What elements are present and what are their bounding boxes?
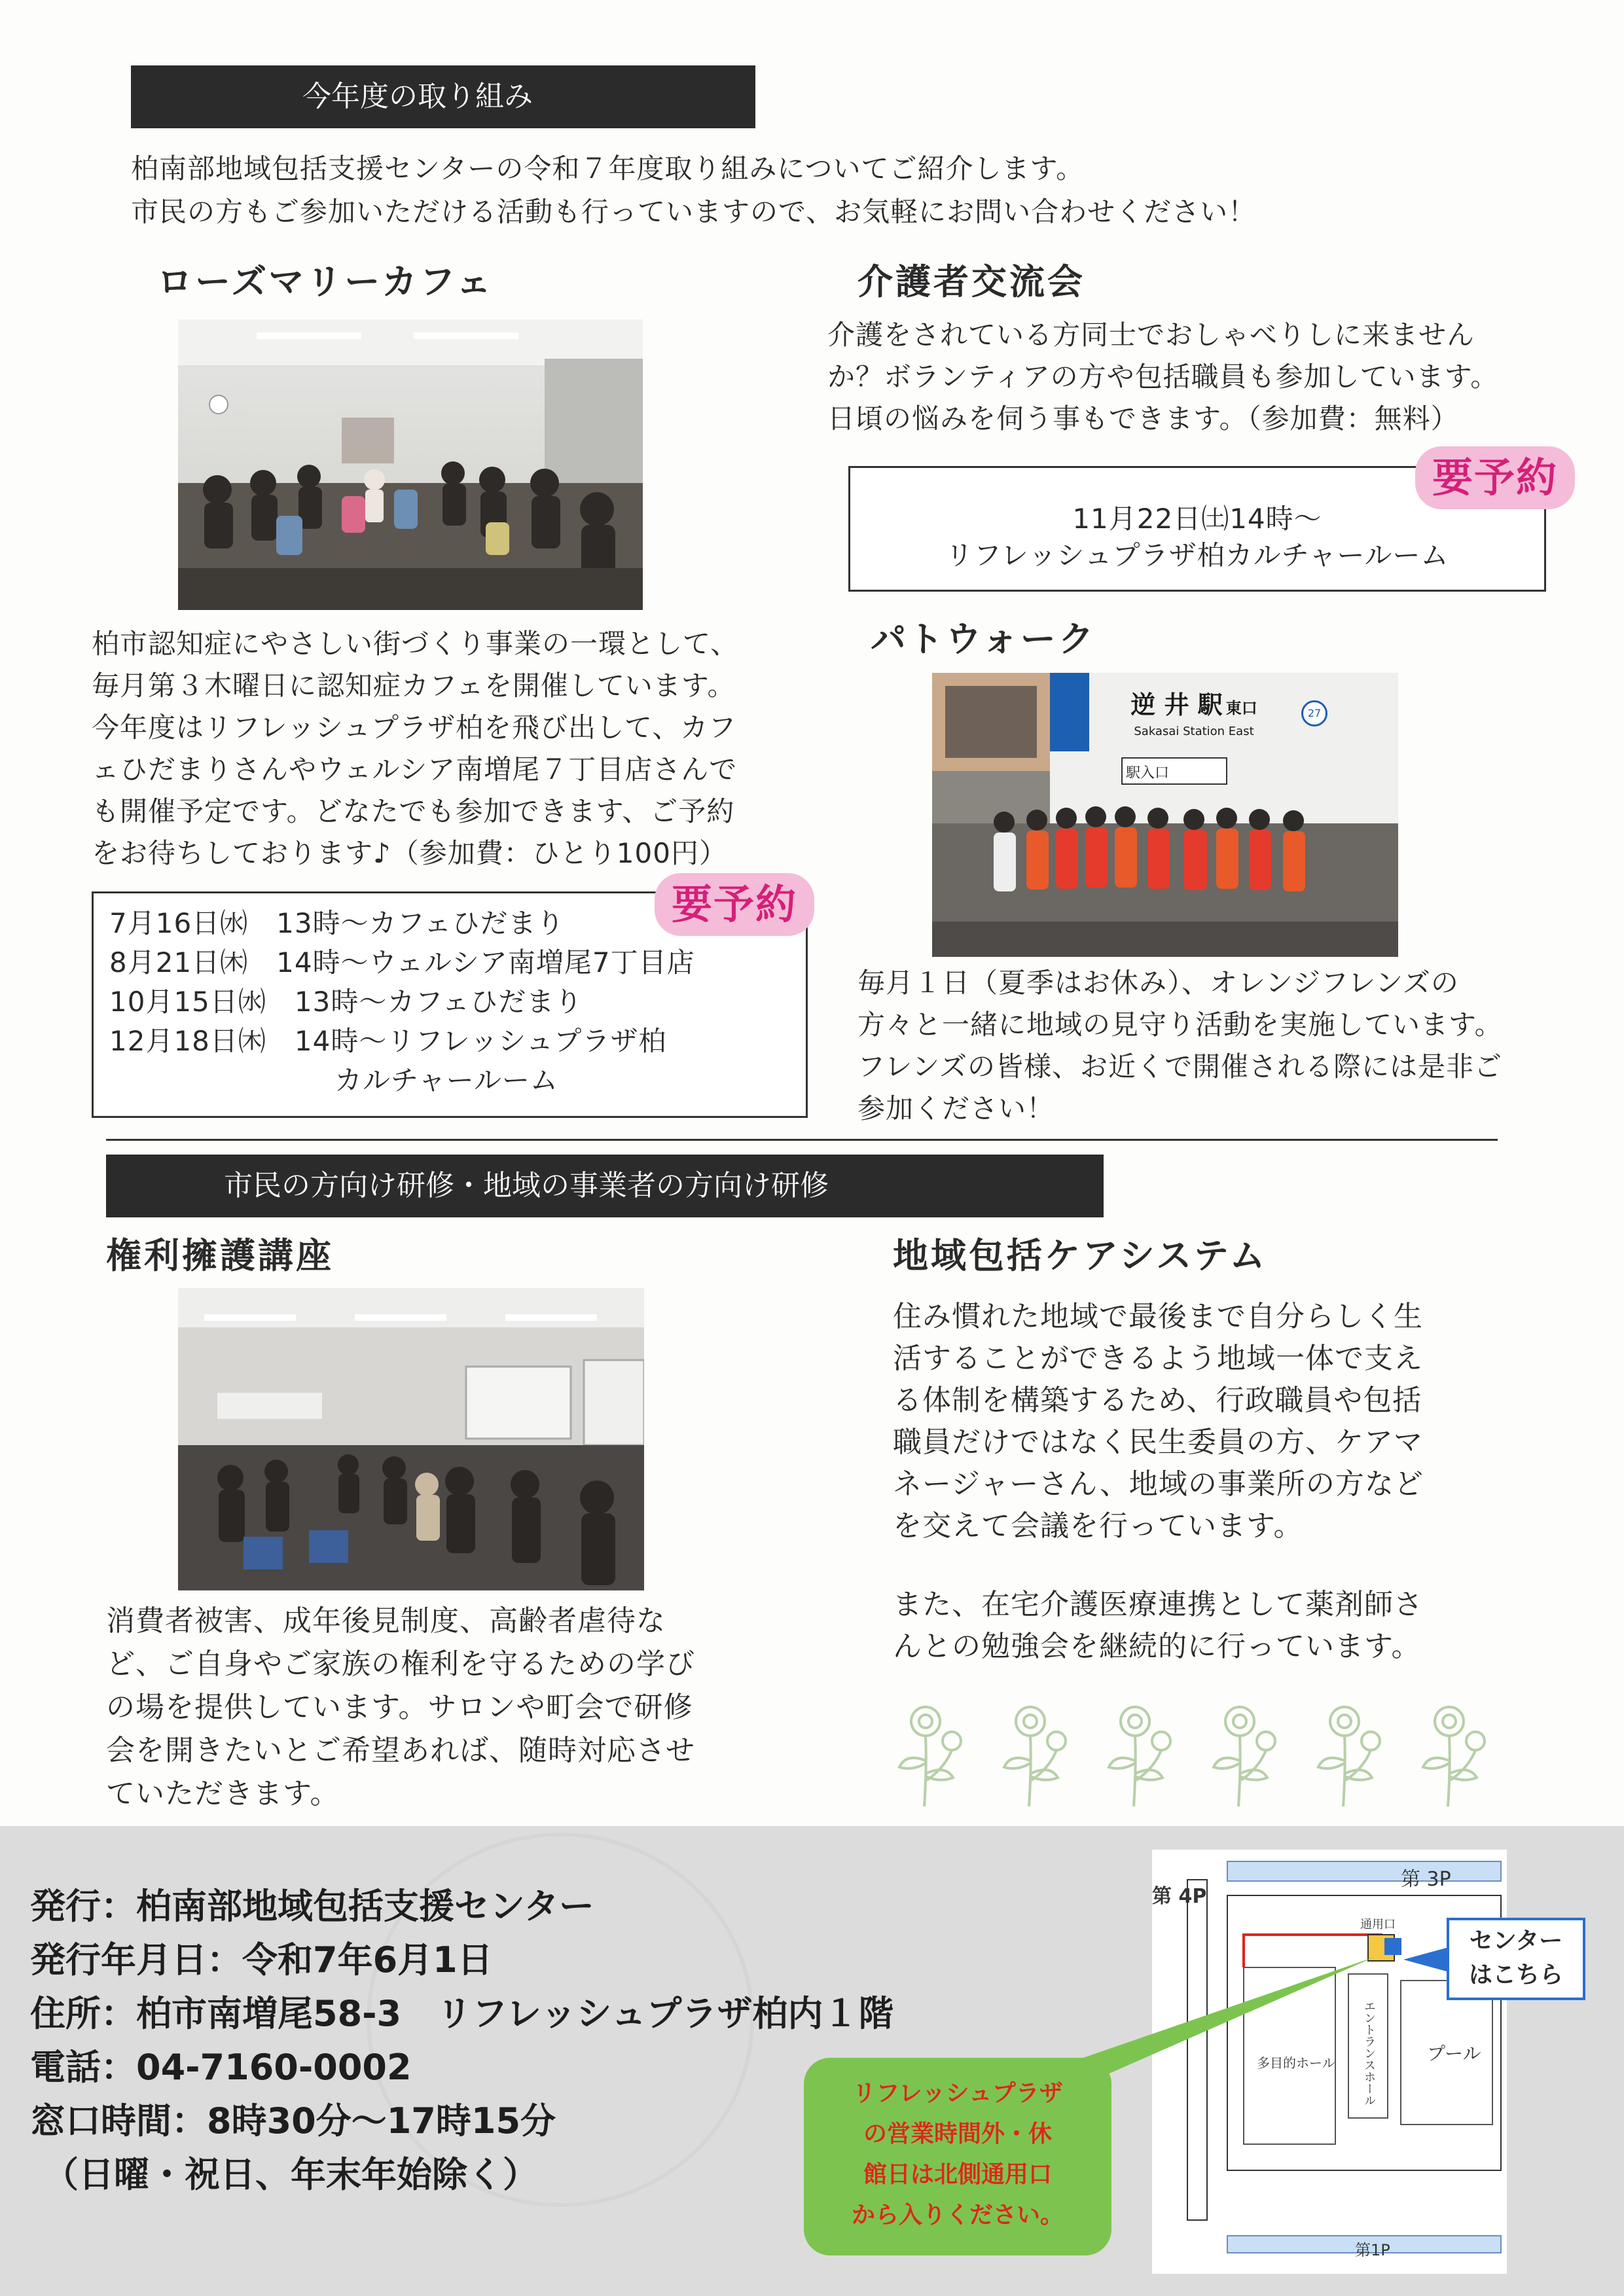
station-sign-main: 逆 井 駅 xyxy=(1130,691,1223,719)
center-location-callout xyxy=(1447,1918,1585,2000)
caregiver-meetup-description xyxy=(827,314,1498,440)
note-line: 館日は北側通用口 xyxy=(863,2161,1052,2188)
footer-publisher: 発行：柏南部地域包括支援センター xyxy=(30,1886,594,1927)
reservation-required-badge: 要予約 xyxy=(1415,446,1575,509)
note-line: リフレッシュプラザ xyxy=(852,2080,1063,2107)
schedule-item: 10月15日㈬ 13時～カフェひだまり xyxy=(109,986,583,1018)
rights-desc-line: 会を開きたいとご希望あれば、随時対応させ xyxy=(106,1734,695,1767)
footer-panel xyxy=(0,1826,1624,2296)
station-entrance-sign: 駅入口 xyxy=(1126,765,1170,781)
caregiver-desc-line: 日頃の悩みを伺う事もできます。（参加費：無料） xyxy=(827,403,1459,435)
footer-closed-days: （日曜・祝日、年末年始除く） xyxy=(43,2154,538,2195)
schedule-item: リフレッシュプラザ柏カルチャールーム xyxy=(945,539,1449,571)
schedule-item: 8月21日㈭ 14時～ウェルシア南増尾7丁目店 xyxy=(109,946,695,978)
map-label-parking-1p: 第1P xyxy=(1355,2241,1390,2259)
intro-text xyxy=(131,147,1256,234)
care-system-description xyxy=(893,1296,1424,1547)
reservation-required-badge: 要予約 xyxy=(655,873,814,936)
care-desc-line: ネージャーさん、地域の事業所の方など xyxy=(893,1467,1424,1501)
callout-arrow-icon xyxy=(1403,1948,1447,1971)
schedule-item: 11月22日㈯14時～ xyxy=(1072,503,1322,535)
callout-line: センター xyxy=(1469,1928,1563,1954)
patrol-desc-line: 毎月１日（夏季はお休み）、オレンジフレンズの xyxy=(857,967,1459,999)
caregiver-desc-line: か？ボランティアの方や包括職員も参加しています。 xyxy=(827,361,1499,393)
footer-date: 発行年月日：令和7年6月1日 xyxy=(30,1939,493,1981)
caregiver-meetup-title: 介護者交流会 xyxy=(857,261,1085,302)
rosemary-cafe-photo xyxy=(178,319,643,610)
station-number-badge: 27 xyxy=(1301,700,1327,726)
rosemary-desc-line: 毎月第３木曜日に認知症カフェを開催しています。 xyxy=(92,670,736,702)
station-sign-english: Sakasai Station East xyxy=(1134,725,1254,738)
care-desc-line: 住み慣れた地域で最後まで自分らしく生 xyxy=(893,1300,1423,1333)
care-desc-line: また、在宅介護医療連携として薬剤師さ xyxy=(893,1588,1423,1621)
rights-advocacy-photo xyxy=(178,1288,644,1590)
section-band-training xyxy=(106,1155,1104,1217)
map-label-parking-4p: 第 4P xyxy=(1152,1885,1207,1908)
map-label-entrance-hall: エントランスホール xyxy=(1362,2000,1376,2106)
rights-advocacy-title: 権利擁護講座 xyxy=(106,1235,334,1276)
decorative-flowers xyxy=(886,1695,1515,1813)
care-desc-line: を交えて会議を行っています。 xyxy=(893,1509,1303,1543)
rosemary-cafe-description xyxy=(92,623,738,874)
map-label-pool: プール xyxy=(1427,2043,1481,2064)
footer-hours: 窓口時間：8時30分～17時15分 xyxy=(30,2100,556,2142)
care-desc-line: 職員だけではなく民生委員の方、ケアマ xyxy=(893,1426,1423,1459)
section-band-label: 市民の方向け研修・地域の事業者の方向け研修 xyxy=(224,1169,829,1202)
section-band-this-year xyxy=(131,65,755,128)
schedule-item: 7月16日㈬ 13時～カフェひだまり xyxy=(109,907,565,939)
rights-desc-line: ていただきます。 xyxy=(106,1777,340,1810)
schedule-item: 12月18日㈭ 14時～リフレッシュプラザ柏 xyxy=(109,1025,667,1057)
footer-phone: 電話：04-7160-0002 xyxy=(30,2047,412,2088)
care-desc-line: んとの勉強会を継続的に行っています。 xyxy=(893,1630,1421,1663)
rosemary-desc-line: も開催予定です。どなたでも参加できます、ご予約 xyxy=(92,795,735,827)
rosemary-desc-line: 今年度はリフレッシュプラザ柏を飛び出して、カフ xyxy=(92,711,737,744)
footer-info xyxy=(30,1880,893,2202)
patrol-desc-line: 参加ください！ xyxy=(857,1092,1055,1124)
station-sign-sub: 東口 xyxy=(1225,699,1257,717)
map-label-parking-3p: 第 3P xyxy=(1401,1868,1451,1891)
patrol-walk-description xyxy=(857,962,1503,1130)
callout-line: はこちら xyxy=(1468,1962,1563,1988)
rights-desc-line: ど、ご自身やご家族の権利を守るための学び xyxy=(106,1647,695,1681)
rosemary-cafe-title: ローズマリーカフェ xyxy=(157,261,494,302)
intro-line: 市民の方もご参加いただける活動も行っていますので、お気軽にお問い合わせください！ xyxy=(131,196,1257,228)
care-desc-line: る体制を構築するため、行政職員や包括 xyxy=(893,1384,1422,1417)
care-system-title: 地域包括ケアシステム xyxy=(893,1235,1268,1276)
patrol-walk-photo xyxy=(932,673,1398,957)
station-sign xyxy=(1096,685,1292,744)
care-system-description-2 xyxy=(893,1584,1423,1668)
footer-address: 住所：柏市南増尾58-3 リフレッシュプラザ柏内１階 xyxy=(30,1993,894,2034)
care-desc-line: 活することができるよう地域一体で支え xyxy=(893,1342,1423,1375)
map-label-door: 通用口 xyxy=(1360,1918,1396,1931)
map-label-hall: 多目的ホール xyxy=(1257,2055,1335,2071)
north-entrance-note xyxy=(804,2058,1111,2255)
rights-desc-line: 消費者被害、成年後見制度、高齢者虐待な xyxy=(106,1604,666,1638)
patrol-desc-line: 方々と一緒に地域の見守り活動を実施しています。 xyxy=(857,1009,1503,1041)
rosemary-desc-line: をお待ちしております♪（参加費：ひとり100円） xyxy=(92,837,727,869)
section-divider xyxy=(106,1139,1498,1141)
patrol-desc-line: フレンズの皆様、お近くで開催される際には是非ご xyxy=(857,1050,1503,1083)
rosemary-desc-line: 柏市認知症にやさしい街づくり事業の一環として、 xyxy=(92,628,739,660)
schedule-item: カルチャールーム xyxy=(109,1064,558,1096)
note-line: の営業時間外・休 xyxy=(863,2121,1052,2147)
rosemary-desc-line: ェひだまりさんやウェルシア南増尾７丁目店さんで xyxy=(92,753,738,785)
caregiver-desc-line: 介護をされている方同士でおしゃべりしに来ません xyxy=(827,319,1475,351)
rights-advocacy-description xyxy=(106,1600,695,1816)
patrol-walk-title: パトウォーク xyxy=(871,619,1096,660)
intro-line: 柏南部地域包括支援センターの令和７年度取り組みについてご紹介します。 xyxy=(131,152,1085,185)
rights-desc-line: の場を提供しています。サロンや町会で研修 xyxy=(106,1691,693,1724)
note-line: から入りください。 xyxy=(851,2202,1064,2229)
section-band-label: 今年度の取り組み xyxy=(302,80,533,113)
